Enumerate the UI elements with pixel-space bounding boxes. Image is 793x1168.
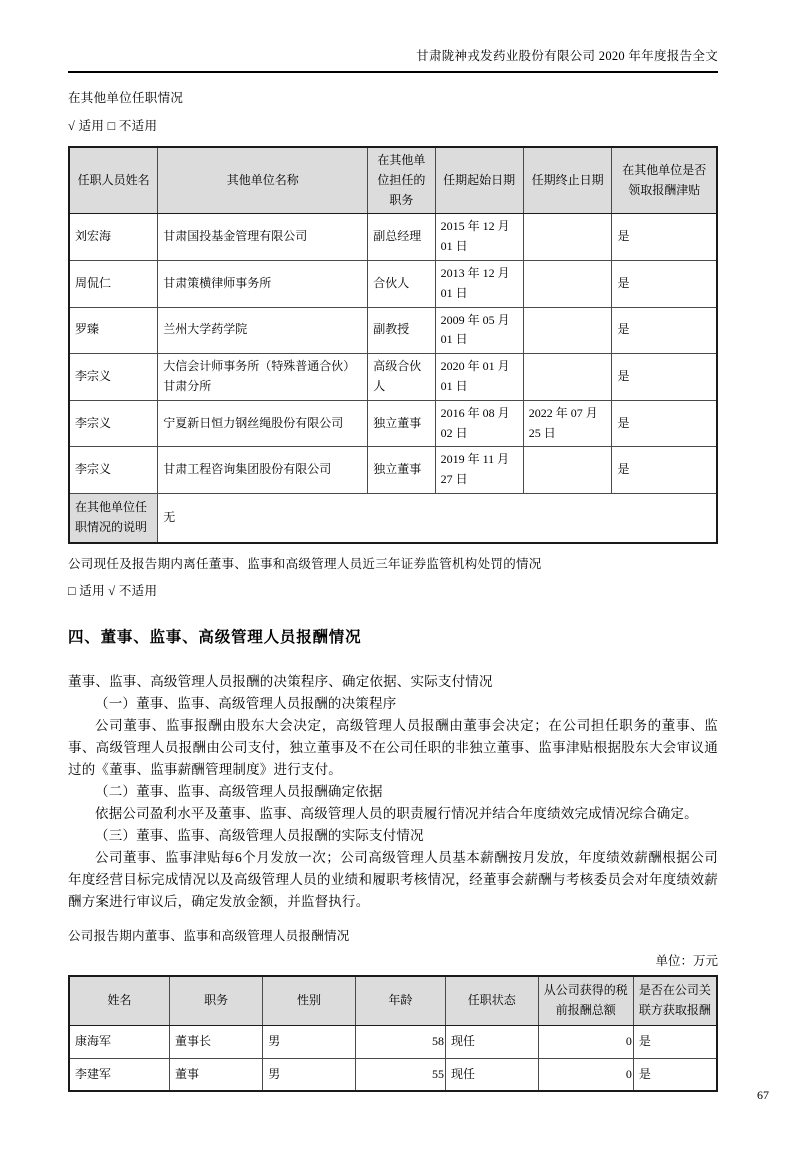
- table-cell: 是: [633, 1025, 717, 1058]
- page-number: 67: [757, 1088, 769, 1102]
- other-positions-intro: 在其他单位任职情况: [68, 91, 184, 105]
- table-cell: 合伙人: [368, 260, 435, 307]
- table-cell: 2016 年 08 月 02 日: [435, 400, 523, 447]
- column-header: 在其他单位是否领取报酬津贴: [612, 147, 717, 214]
- table-cell: 董事: [169, 1058, 262, 1091]
- column-header: 任职人员姓名: [69, 147, 158, 214]
- remuneration-table: [68, 975, 718, 1092]
- column-header: 任期终止日期: [523, 147, 612, 214]
- table-cell: 2013 年 12 月 01 日: [435, 260, 523, 307]
- penalty-statement: 公司现任及报告期内离任董事、监事和高级管理人员近三年证券监管机构处罚的情况: [68, 557, 542, 572]
- table-row: [69, 400, 717, 447]
- other-positions-table: [68, 146, 718, 544]
- table-cell: 2009 年 05 月 01 日: [435, 307, 523, 354]
- table-cell: 康海军: [69, 1025, 169, 1058]
- table-row: [69, 354, 717, 401]
- table-cell: [523, 354, 612, 401]
- table-cell: 男: [263, 1058, 356, 1091]
- table-cell: 副教授: [368, 307, 435, 354]
- table-row: [69, 307, 717, 354]
- table-cell: 李宗义: [69, 447, 158, 494]
- table-cell: 高级合伙人: [368, 354, 435, 401]
- column-header: 姓名: [69, 976, 169, 1025]
- table-cell: [523, 260, 612, 307]
- table-cell: 刘宏海: [69, 214, 158, 261]
- table-cell: 独立董事: [368, 400, 435, 447]
- table-cell: 独立董事: [368, 447, 435, 494]
- note-row: [69, 493, 717, 543]
- table-row: [69, 260, 717, 307]
- table-cell: 李宗义: [69, 400, 158, 447]
- note-label-cell: 在其他单位任职情况的说明: [69, 493, 158, 543]
- paragraph: 依据公司盈利水平及董事、监事、高级管理人员的职责履行情况并结合年度绩效完成情况综合确定。: [95, 806, 698, 822]
- column-header: 在其他单位担任的职务: [368, 147, 435, 214]
- table-cell: 甘肃策横律师事务所: [158, 260, 368, 307]
- paragraph: 公司董事、监事津贴每6个月发放一次；公司高级管理人员基本薪酬按月发放，年度绩效薪酬根据公司年度经营目标完成情况以及高级管理人员的业绩和履职考核情况，经董事会薪酬与考核委员会对年度绩效薪酬方案进行审议后，确定发放金额，并监督执行。: [68, 850, 718, 910]
- table-cell: 是: [612, 354, 717, 401]
- table-cell: 甘肃工程咨询集团股份有限公司: [158, 447, 368, 494]
- table-cell: 董事长: [169, 1025, 262, 1058]
- column-header: 年龄: [355, 976, 445, 1025]
- table-cell: 0: [538, 1025, 633, 1058]
- column-header: 任职状态: [445, 976, 538, 1025]
- header-row: [69, 147, 717, 214]
- table-cell: 兰州大学药学院: [158, 307, 368, 354]
- table-cell: 罗臻: [69, 307, 158, 354]
- table-row: [69, 447, 717, 494]
- table-cell: 0: [538, 1058, 633, 1091]
- table-cell: 是: [612, 447, 717, 494]
- remuneration-paragraphs: [68, 671, 718, 913]
- table-cell: 是: [612, 400, 717, 447]
- header-row: [69, 976, 717, 1025]
- table-cell: 是: [612, 260, 717, 307]
- table-cell: 是: [612, 214, 717, 261]
- table-cell: 2015 年 12 月 01 日: [435, 214, 523, 261]
- table-cell: 2019 年 11 月 27 日: [435, 447, 523, 494]
- table-cell: 55: [355, 1058, 445, 1091]
- table-cell: 副总经理: [368, 214, 435, 261]
- paragraph: （一）董事、监事、高级管理人员报酬的决策程序: [95, 696, 397, 712]
- table-cell: [523, 447, 612, 494]
- table-row: [69, 1025, 717, 1058]
- table-cell: [523, 214, 612, 261]
- column-header: 性别: [263, 976, 356, 1025]
- paragraph: （三）董事、监事、高级管理人员报酬的实际支付情况: [95, 828, 424, 844]
- section-heading: 四、董事、监事、高级管理人员报酬情况: [68, 629, 362, 647]
- column-header: 从公司获得的税前报酬总额: [538, 976, 633, 1025]
- paragraph: （二）董事、监事、高级管理人员报酬确定依据: [95, 784, 383, 800]
- column-header: 任期起始日期: [435, 147, 523, 214]
- table-cell: 是: [633, 1058, 717, 1091]
- table-cell: 大信会计师事务所（特殊普通合伙）甘肃分所: [158, 354, 368, 401]
- table-cell: 现任: [445, 1025, 538, 1058]
- column-header: 其他单位名称: [158, 147, 368, 214]
- unit-label: 单位：万元: [655, 954, 718, 969]
- table-cell: 2020 年 01 月 01 日: [435, 354, 523, 401]
- table-cell: 是: [612, 307, 717, 354]
- penalty-applicability-checkline: □ 适用 √ 不适用: [68, 584, 158, 599]
- table-cell: 2022 年 07 月 25 日: [523, 400, 612, 447]
- table-cell: 甘肃国投基金管理有限公司: [158, 214, 368, 261]
- table-cell: 宁夏新日恒力钢丝绳股份有限公司: [158, 400, 368, 447]
- column-header: 是否在公司关联方获取报酬: [633, 976, 717, 1025]
- paragraph: 董事、监事、高级管理人员报酬的决策程序、确定依据、实际支付情况: [68, 674, 493, 690]
- applicability-checkline: √ 适用 □ 不适用: [68, 119, 158, 133]
- table-cell: 李宗义: [69, 354, 158, 401]
- column-header: 职务: [169, 976, 262, 1025]
- table-cell: [523, 307, 612, 354]
- pay-table-intro: 公司报告期内董事、监事和高级管理人员报酬情况: [68, 929, 350, 944]
- table-cell: 现任: [445, 1058, 538, 1091]
- report-header-title: 甘肃陇神戎发药业股份有限公司 2020 年年度报告全文: [68, 46, 718, 73]
- table-row: [69, 214, 717, 261]
- table-row: [69, 1058, 717, 1091]
- paragraph: 公司董事、监事报酬由股东大会决定，高级管理人员报酬由董事会决定；在公司担任职务的董事、监事、高级管理人员报酬由公司支付，独立董事及不在公司任职的非独立董事、监事津贴根据股东大会审议通过的《董事、监事薪酬管理制度》进行支付。: [68, 718, 718, 778]
- table-cell: 58: [355, 1025, 445, 1058]
- table-cell: 周侃仁: [69, 260, 158, 307]
- table-cell: 男: [263, 1025, 356, 1058]
- table-cell: 李建军: [69, 1058, 169, 1091]
- note-value-cell: 无: [158, 493, 717, 543]
